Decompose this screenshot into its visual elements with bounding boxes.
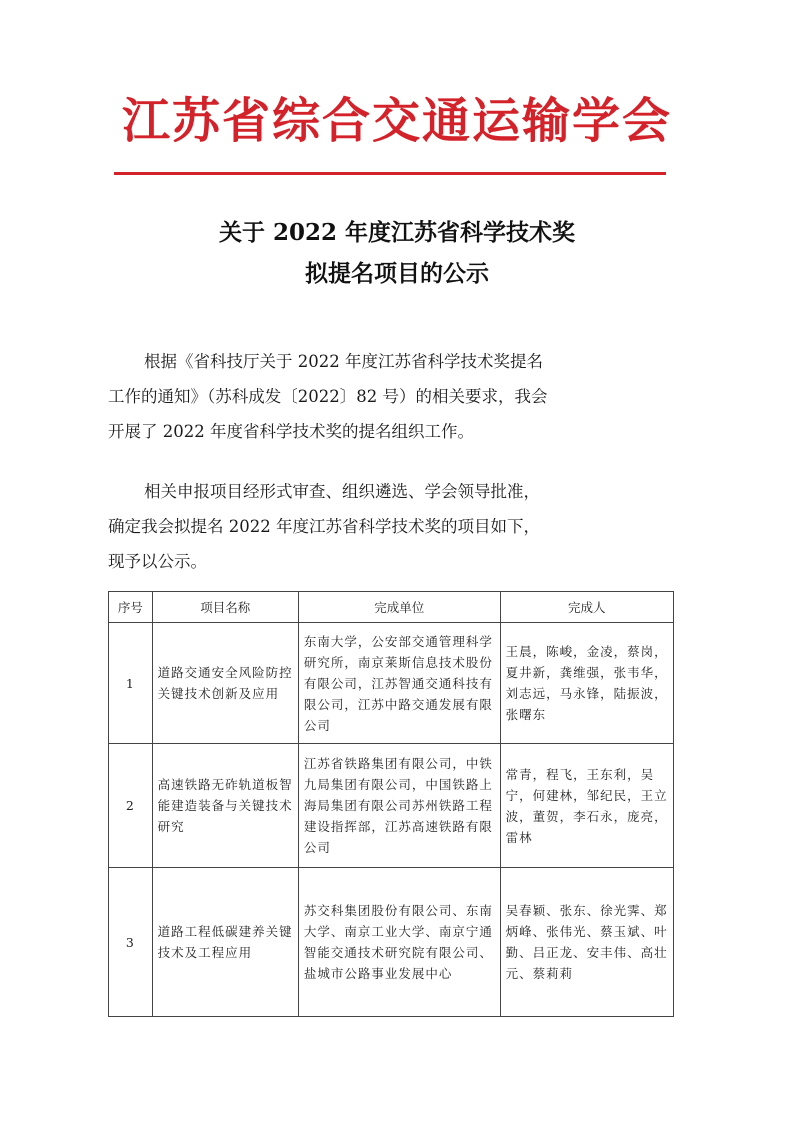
cell-project-name: 高速铁路无砟轨道板智能建造装备与关键技术研究 [152, 744, 298, 868]
cell-serial-number: 2 [109, 744, 153, 868]
header-serial-number: 序号 [109, 592, 153, 623]
red-divider [114, 172, 666, 175]
table-row [109, 744, 674, 868]
cell-project-name: 道路工程低碳建养关键技术及工程应用 [152, 868, 298, 1017]
cell-project-name: 道路交通安全风险防控关键技术创新及应用 [152, 623, 298, 744]
cell-completing-units: 苏交科集团股份有限公司、东南大学、南京工业大学、南京宁通智能交通技术研究院有限公司、盐城市公路事业发展中心 [298, 868, 500, 1017]
cell-completing-units: 江苏省铁路集团有限公司，中铁九局集团有限公司，中国铁路上海局集团有限公司苏州铁路工程建设指挥部，江苏高速铁路有限公司 [298, 744, 500, 868]
organization-name: 江苏省综合交通运输学会 [121, 93, 672, 149]
cell-completing-units: 东南大学，公安部交通管理科学研究所，南京莱斯信息技术股份有限公司，江苏智通交通科技有限公司，江苏中路交通发展有限公司 [298, 623, 500, 744]
paragraph-line: 相关申报项目经形式审查、组织遴选、学会领导批准， [144, 482, 540, 501]
header-project-name: 项目名称 [152, 592, 298, 623]
paragraph-line: 开展了 2022 年度省科学技术奖的提名组织工作。 [108, 422, 474, 441]
paragraph-announcement [108, 474, 668, 579]
paragraph-line: 确定我会拟提名 2022 年度江苏省科学技术奖的项目如下， [108, 517, 540, 536]
header-completing-units: 完成单位 [298, 592, 500, 623]
paragraph-line: 根据《省科技厅关于 2022 年度江苏省科学技术奖提名 [144, 352, 543, 371]
cell-serial-number: 1 [109, 623, 153, 744]
table-row [109, 868, 674, 1017]
document-title-line-1: 关于 2022 年度江苏省科学技术奖 [218, 219, 576, 246]
table-header-row [109, 592, 674, 623]
paragraph-line: 工作的通知》（苏科成发〔2022〕82 号）的相关要求，我会 [108, 387, 548, 406]
header-completing-people: 完成人 [500, 592, 673, 623]
table-row [109, 623, 674, 744]
nominated-projects-table [108, 591, 674, 1017]
paragraph-line: 现予以公示。 [108, 552, 207, 571]
cell-completing-people: 王晨，陈峻，金凌，蔡岗，夏井新，龚维强，张韦华，刘志远，马永锋，陆振波，张曙东 [500, 623, 673, 744]
cell-completing-people: 吴春颖、张东、徐光霁、郑炳峰、张伟光、蔡玉斌、叶勤、吕正龙、安丰伟、高壮元、蔡莉莉 [500, 868, 673, 1017]
document-title-line-2: 拟提名项目的公示 [305, 260, 489, 287]
cell-completing-people: 常青，程飞，王东利，吴宁，何建林，邹纪民，王立波，董贺，李石永，庞亮，雷林 [500, 744, 673, 868]
paragraph-notice-basis [108, 344, 668, 449]
cell-serial-number: 3 [109, 868, 153, 1017]
